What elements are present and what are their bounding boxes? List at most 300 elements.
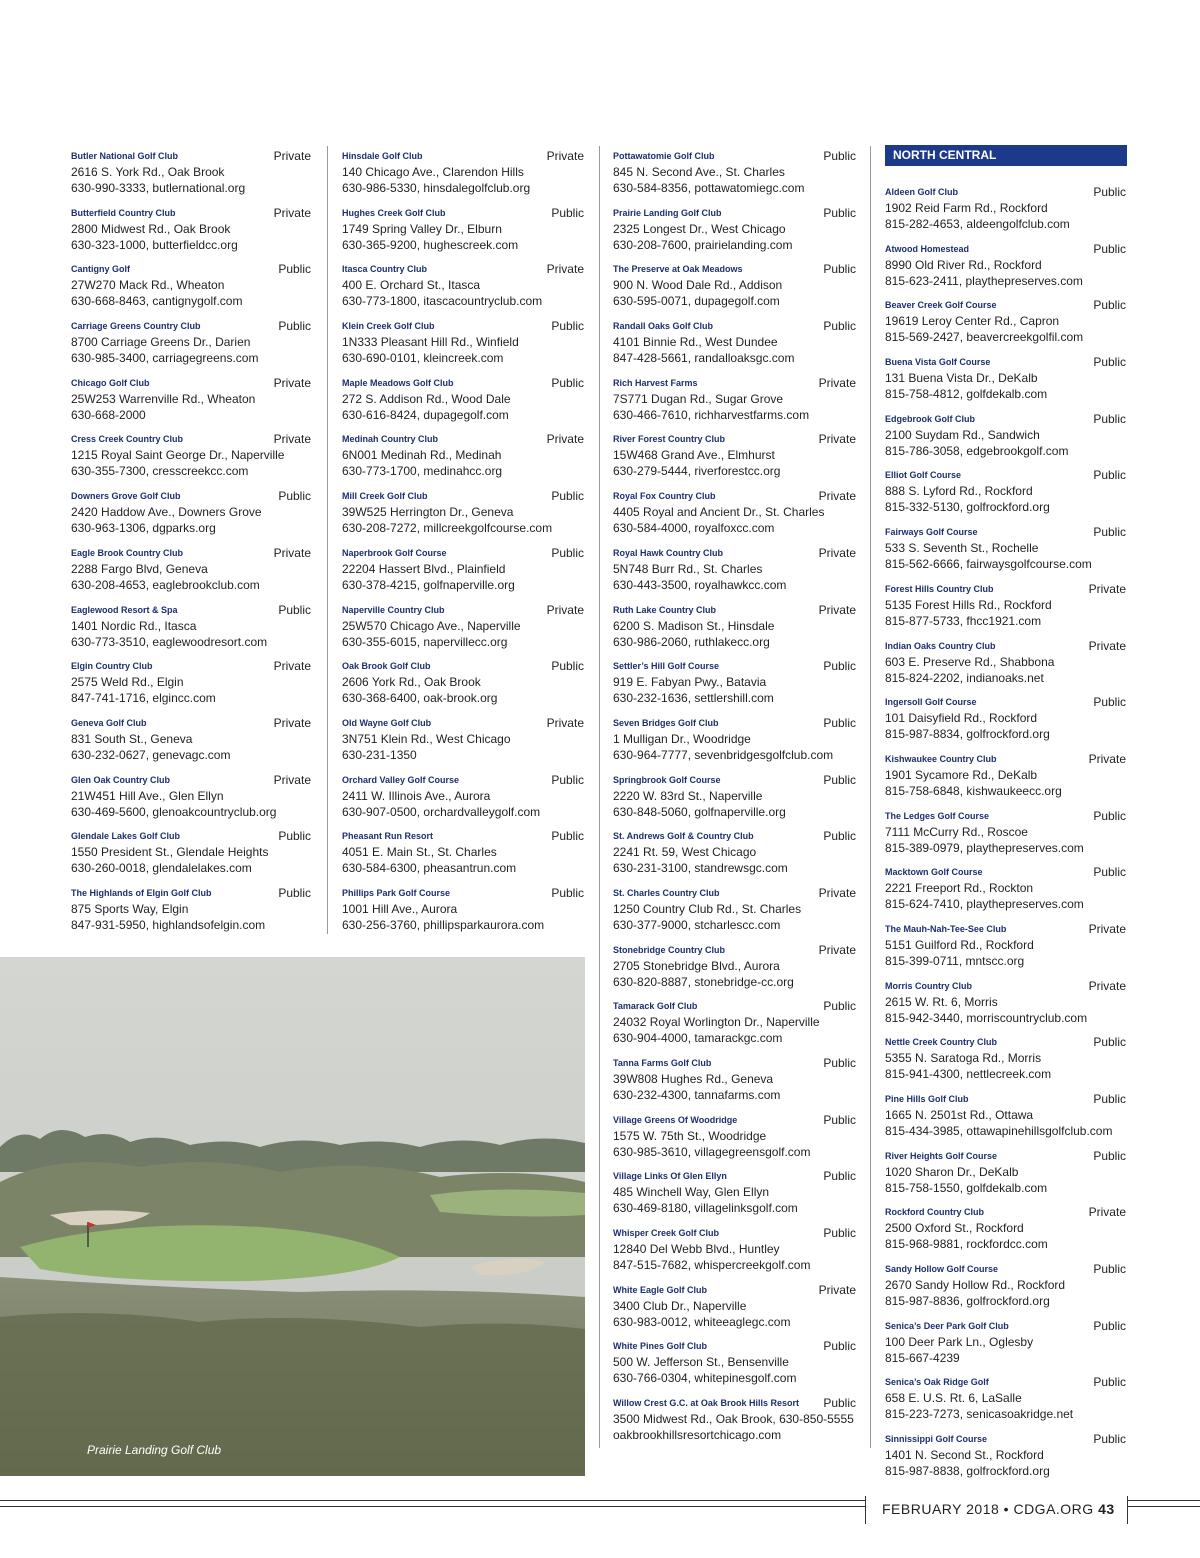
club-name: Sinnissippi Golf Course <box>885 1434 988 1445</box>
club-contact: 847-931-5950, highlandsofelgin.com <box>71 917 266 932</box>
club-name: Cantigny Golf <box>71 264 130 275</box>
club-listing <box>613 486 856 543</box>
club-address: 7S771 Dugan Rd., Sugar Grove <box>613 391 784 406</box>
club-contact: 630-963-1306, dgparks.org <box>71 521 216 536</box>
club-access-type: Public <box>823 1056 856 1070</box>
club-address: 6200 S. Madison St., Hinsdale <box>613 618 775 633</box>
club-contact: 630-904-4000, tamarackgc.com <box>613 1031 783 1046</box>
club-name: Nettle Creek Country Club <box>885 1037 998 1048</box>
club-listing <box>71 373 311 430</box>
club-address: 140 Chicago Ave., Clarendon Hills <box>342 165 524 179</box>
club-listing <box>342 883 584 940</box>
club-name: Elgin Country Club <box>71 661 153 672</box>
club-address: 27W270 Mack Rd., Wheaton <box>71 278 225 293</box>
club-listing <box>885 976 1126 1033</box>
club-name: Forest Hills Country Club <box>885 583 994 594</box>
club-contact: 630-820-8887, stonebridge-cc.org <box>613 974 794 989</box>
club-listing <box>885 749 1126 806</box>
club-listing <box>71 203 311 260</box>
club-address: 1 Mulligan Dr., Woodridge <box>613 731 751 746</box>
club-contact: 630-668-8463, cantignygolf.com <box>71 294 243 309</box>
club-contact: 815-389-0979, playthepreserves.com <box>885 840 1084 855</box>
photo-caption: Prairie Landing Golf Club <box>87 1443 222 1457</box>
club-access-type: Public <box>823 1396 856 1411</box>
club-name: Kishwaukee Country Club <box>885 753 997 764</box>
club-address: 1401 Nordic Rd., Itasca <box>71 618 197 633</box>
club-contact: 630-355-6015, napervillecc.org <box>342 634 508 649</box>
club-listing <box>885 465 1126 522</box>
club-name: Ruth Lake Country Club <box>613 604 716 615</box>
club-address: 4051 E. Main St., St. Charles <box>342 845 497 860</box>
club-listing <box>613 600 856 657</box>
club-contact: 815-877-5733, fhcc1921.com <box>885 613 1042 628</box>
club-name: Rockford Country Club <box>885 1207 984 1218</box>
club-address: 2615 W. Rt. 6, Morris <box>885 994 998 1009</box>
club-contact: 630-469-5600, glenoakcountryclub.org <box>71 804 277 819</box>
club-listing <box>71 883 311 940</box>
club-name: Ingersoll Golf Course <box>885 697 977 708</box>
club-access-type: Public <box>823 1339 856 1354</box>
club-listing <box>71 486 311 543</box>
club-address: 5151 Guilford Rd., Rockford <box>885 937 1034 952</box>
club-name: Geneva Golf Club <box>71 717 147 728</box>
club-contact: 630-279-5444, riverforestcc.org <box>613 464 781 479</box>
club-access-type: Private <box>818 375 856 390</box>
club-contact: 630-232-1636, settlershill.com <box>613 691 774 706</box>
club-access-type: Private <box>1088 978 1126 993</box>
club-listing <box>885 1146 1126 1203</box>
club-access-type: Public <box>823 772 856 787</box>
club-access-type: Private <box>273 149 311 163</box>
club-listing <box>342 146 584 203</box>
club-address: 25W253 Warrenville Rd., Wheaton <box>71 391 256 406</box>
club-listing <box>885 1372 1126 1429</box>
club-contact: 630-466-7610, richharvestfarms.com <box>613 407 810 422</box>
club-listing <box>613 1393 856 1450</box>
club-name: White Pines Golf Club <box>613 1341 707 1352</box>
club-name: Oak Brook Golf Club <box>342 661 431 672</box>
club-access-type: Private <box>818 942 856 957</box>
club-contact: 815-987-8838, golfrockford.org <box>885 1464 1050 1479</box>
club-contact: 630-983-0012, whiteeaglegc.com <box>613 1314 791 1329</box>
club-name: Beaver Creek Golf Course <box>885 300 997 311</box>
club-listing <box>613 1166 856 1223</box>
club-contact: 815-332-5130, golfrockford.org <box>885 500 1050 515</box>
club-contact: 630-773-1700, medinahcc.org <box>342 464 503 479</box>
club-listing <box>342 770 584 827</box>
club-access-type: Private <box>818 432 856 447</box>
club-access-type: Public <box>1093 1148 1126 1163</box>
club-contact: 815-758-6848, kishwaukeecc.org <box>885 783 1062 798</box>
club-listing <box>613 373 856 430</box>
club-listing <box>613 1110 856 1167</box>
club-access-type: Public <box>1093 695 1126 710</box>
club-listing <box>613 996 856 1053</box>
club-access-type: Public <box>278 319 311 334</box>
club-access-type: Public <box>1093 1262 1126 1277</box>
club-listing <box>885 636 1126 693</box>
club-name: Rich Harvest Farms <box>613 377 698 388</box>
club-access-type: Public <box>823 1112 856 1127</box>
club-contact: 815-941-4300, nettlecreek.com <box>885 1067 1052 1082</box>
club-access-type: Private <box>273 432 311 447</box>
footer-rule <box>0 1500 865 1501</box>
club-listing <box>885 862 1126 919</box>
club-name: Hughes Creek Golf Club <box>342 207 446 218</box>
club-listing <box>613 713 856 770</box>
club-list-column-2 <box>342 146 584 940</box>
club-name: The Mauh-Nah-Tee-See Club <box>885 923 1007 934</box>
club-access-type: Public <box>278 885 311 900</box>
club-name: Sandy Hollow Golf Course <box>885 1264 999 1275</box>
club-address: 2575 Weld Rd., Elgin <box>71 675 184 690</box>
club-listing <box>342 316 584 373</box>
club-listing <box>71 146 311 203</box>
club-listing <box>885 409 1126 466</box>
club-listing <box>613 1053 856 1110</box>
club-access-type: Public <box>1093 1432 1126 1447</box>
club-access-type: Private <box>546 262 584 277</box>
club-access-type: Public <box>278 262 311 277</box>
club-contact: 815-562-6666, fairwaysgolfcourse.com <box>885 557 1092 572</box>
club-name: Hinsdale Golf Club <box>342 151 423 161</box>
club-access-type: Private <box>546 602 584 617</box>
club-name: Mill Creek Golf Club <box>342 491 428 502</box>
club-contact: 630-766-0304, whitepinesgolf.com <box>613 1371 797 1386</box>
club-name: Prairie Landing Golf Club <box>613 207 722 218</box>
club-address: 1901 Sycamore Rd., DeKalb <box>885 767 1038 782</box>
club-address: 5135 Forest Hills Rd., Rockford <box>885 597 1052 612</box>
club-address: 500 W. Jefferson St., Bensenville <box>613 1355 789 1370</box>
club-contact: 815-824-2202, indianoaks.net <box>885 670 1044 685</box>
club-address: 2670 Sandy Hollow Rd., Rockford <box>885 1278 1066 1293</box>
club-contact: 630-773-3510, eaglewoodresort.com <box>71 634 268 649</box>
club-address: 131 Buena Vista Dr., DeKalb <box>885 371 1038 386</box>
footer-rule <box>1127 1500 1200 1501</box>
club-listing <box>613 770 856 827</box>
club-listing <box>342 713 584 770</box>
club-access-type: Private <box>273 772 311 787</box>
club-contact: 630-848-5060, golfnaperville.org <box>613 804 786 819</box>
club-name: Royal Hawk Country Club <box>613 547 724 558</box>
club-access-type: Private <box>273 375 311 390</box>
club-listing <box>71 600 311 657</box>
club-contact: 630-368-6400, oak-brook.org <box>342 691 498 706</box>
club-name: Klein Creek Golf Club <box>342 321 435 332</box>
club-contact: 630-443-3500, royalhawkcc.com <box>613 577 787 592</box>
club-contact: 630-256-3760, phillipsparkaurora.com <box>342 917 545 932</box>
club-contact: 847-428-5661, randalloaksgc.com <box>613 351 795 366</box>
club-listing <box>71 770 311 827</box>
club-access-type: Private <box>818 1282 856 1297</box>
club-address: 2220 W. 83rd St., Naperville <box>613 788 763 803</box>
club-address: 7111 McCurry Rd., Roscoe <box>885 824 1028 839</box>
club-address: 485 Winchell Way, Glen Ellyn <box>613 1185 770 1200</box>
club-listing <box>885 806 1126 863</box>
club-address: 2500 Oxford St., Rockford <box>885 1221 1024 1236</box>
club-address: 24032 Royal Worlington Dr., Naperville <box>613 1015 820 1030</box>
club-access-type: Private <box>273 545 311 560</box>
club-contact: 630-616-8424, dupagegolf.com <box>342 407 509 422</box>
club-address: 400 E. Orchard St., Itasca <box>342 278 481 293</box>
club-contact: 815-758-1550, golfdekalb.com <box>885 1180 1048 1195</box>
club-address: 533 S. Seventh St., Rochelle <box>885 541 1039 556</box>
club-listing <box>71 543 311 600</box>
club-name: Indian Oaks Country Club <box>885 640 996 651</box>
club-address: 5N748 Burr Rd., St. Charles <box>613 561 763 576</box>
club-name: Butler National Golf Club <box>71 151 178 161</box>
club-contact: oakbrookhillsresortchicago.com <box>613 1428 782 1443</box>
club-access-type: Public <box>278 602 311 617</box>
club-name: Tamarack Golf Club <box>613 1001 698 1012</box>
club-contact: 630-985-3400, carriagegreens.com <box>71 351 259 366</box>
club-listing <box>342 543 584 600</box>
club-access-type: Public <box>1093 865 1126 880</box>
club-contact: 630-208-7600, prairielanding.com <box>613 237 793 252</box>
club-access-type: Public <box>823 659 856 674</box>
club-listing <box>885 1259 1126 1316</box>
club-address: 1215 Royal Saint George Dr., Naperville <box>71 448 285 463</box>
club-address: 2100 Suydam Rd., Sandwich <box>885 427 1040 442</box>
club-listing <box>71 713 311 770</box>
club-name: St. Charles Country Club <box>613 887 720 898</box>
club-address: 4405 Royal and Ancient Dr., St. Charles <box>613 505 825 520</box>
club-name: Village Links Of Glen Ellyn <box>613 1171 727 1182</box>
club-address: 21W451 Hill Ave., Glen Ellyn <box>71 788 224 803</box>
club-contact: 630-690-0101, kleincreek.com <box>342 351 504 366</box>
club-name: Stonebridge Country Club <box>613 944 725 955</box>
club-address: 2288 Fargo Blvd, Geneva <box>71 561 208 576</box>
club-address: 272 S. Addison Rd., Wood Dale <box>342 391 511 406</box>
club-access-type: Private <box>273 659 311 674</box>
club-listing <box>885 1429 1126 1486</box>
club-address: 19619 Leroy Center Rd., Capron <box>885 314 1060 329</box>
club-address: 12840 Del Webb Blvd., Huntley <box>613 1242 780 1257</box>
footer-rule <box>1127 1506 1200 1507</box>
club-name: Whisper Creek Golf Club <box>613 1228 720 1239</box>
club-address: 2411 W. Illinois Ave., Aurora <box>342 788 491 803</box>
club-name: White Eagle Golf Club <box>613 1284 707 1295</box>
club-access-type: Private <box>273 715 311 730</box>
club-listing <box>613 1223 856 1280</box>
club-contact: 630-231-1350 <box>342 747 417 762</box>
club-address: 22204 Hassert Blvd., Plainfield <box>342 561 506 576</box>
club-access-type: Public <box>551 489 584 504</box>
club-listing <box>342 259 584 316</box>
footer-issue: FEBRUARY 2018 <box>882 1501 1000 1517</box>
club-access-type: Private <box>818 602 856 617</box>
club-address: 100 Deer Park Ln., Oglesby <box>885 1334 1034 1349</box>
club-address: 2705 Stonebridge Blvd., Aurora <box>613 958 780 973</box>
club-name: Atwood Homestead <box>885 243 970 254</box>
club-contact: 630-986-2060, ruthlakecc.org <box>613 634 770 649</box>
club-listing <box>885 295 1126 352</box>
club-name: Fairways Golf Course <box>885 527 978 538</box>
club-name: Glendale Lakes Golf Club <box>71 831 181 842</box>
club-access-type: Public <box>551 319 584 334</box>
club-contact: 815-786-3058, edgebrookgolf.com <box>885 443 1069 458</box>
club-name: Elliot Golf Course <box>885 470 962 481</box>
footer-rule <box>0 1506 865 1507</box>
club-access-type: Public <box>823 205 856 220</box>
club-contact: 630-378-4215, golfnaperville.org <box>342 577 515 592</box>
club-access-type: Public <box>551 659 584 674</box>
club-name: Macktown Golf Course <box>885 867 983 878</box>
club-contact: 815-624-7410, playthepreserves.com <box>885 897 1084 912</box>
club-contact: 815-987-8834, golfrockford.org <box>885 727 1050 742</box>
club-name: Senica’s Oak Ridge Golf <box>885 1377 989 1388</box>
club-listing <box>885 522 1126 579</box>
club-access-type: Private <box>273 205 311 220</box>
club-name: River Forest Country Club <box>613 434 726 445</box>
club-access-type: Private <box>818 545 856 560</box>
club-access-type: Private <box>1088 581 1126 596</box>
club-contact: 815-569-2427, beavercreekgolfil.com <box>885 330 1084 345</box>
club-contact: 815-758-4812, golfdekalb.com <box>885 387 1048 402</box>
club-address: 8700 Carriage Greens Dr., Darien <box>71 335 251 350</box>
club-address: 831 South St., Geneva <box>71 731 193 746</box>
club-listing <box>885 1089 1126 1146</box>
club-address: 658 E. U.S. Rt. 6, LaSalle <box>885 1391 1022 1406</box>
club-listing <box>613 259 856 316</box>
club-contact: 815-667-4239 <box>885 1350 960 1365</box>
club-address: 2800 Midwest Rd., Oak Brook <box>71 221 231 236</box>
footer-separator: • <box>1003 1501 1010 1517</box>
club-name: River Heights Golf Course <box>885 1150 998 1161</box>
club-contact: 815-623-2411, playthepreserves.com <box>885 273 1083 288</box>
golf-course-illustration <box>0 957 585 1476</box>
club-address: 101 Daisyfield Rd., Rockford <box>885 711 1038 726</box>
club-listing <box>885 579 1126 636</box>
club-name: Butterfield Country Club <box>71 207 176 218</box>
club-address: 2241 Rt. 59, West Chicago <box>613 845 757 860</box>
club-address: 1902 Reid Farm Rd., Rockford <box>885 201 1048 215</box>
club-access-type: Public <box>823 715 856 730</box>
club-listing <box>342 373 584 430</box>
club-contact: 630-773-1800, itascacountryclub.com <box>342 294 543 309</box>
club-access-type: Private <box>818 885 856 900</box>
club-access-type: Public <box>1093 525 1126 540</box>
club-access-type: Public <box>823 1226 856 1241</box>
club-access-type: Public <box>551 829 584 844</box>
club-access-type: Public <box>551 375 584 390</box>
club-name: Chicago Golf Club <box>71 377 150 388</box>
club-contact: 630-260-0018, glendalelakes.com <box>71 861 252 876</box>
club-listing <box>885 1202 1126 1259</box>
club-address: 3400 Club Dr., Naperville <box>613 1298 747 1313</box>
footer-divider <box>865 1496 866 1524</box>
club-address: 1250 Country Club Rd., St. Charles <box>613 901 802 916</box>
club-listing <box>613 316 856 373</box>
club-list-column-3 <box>613 146 856 1450</box>
club-name: Phillips Park Golf Course <box>342 887 451 898</box>
club-contact: 630-985-3610, villagegreensgolf.com <box>613 1144 811 1159</box>
club-contact: 815-282-4653, aldeengolfclub.com <box>885 217 1070 231</box>
club-access-type: Public <box>278 829 311 844</box>
club-address: 845 N. Second Ave., St. Charles <box>613 165 785 179</box>
club-contact: 630-469-8180, villagelinksgolf.com <box>613 1201 798 1216</box>
club-listing <box>885 1316 1126 1373</box>
club-access-type: Public <box>551 772 584 787</box>
club-listing <box>342 203 584 260</box>
club-access-type: Public <box>1093 355 1126 370</box>
club-access-type: Public <box>823 1169 856 1184</box>
club-name: Settler’s Hill Golf Course <box>613 661 720 672</box>
club-address: 5355 N. Saratoga Rd., Morris <box>885 1051 1042 1066</box>
club-address: 900 N. Wood Dale Rd., Addison <box>613 278 783 293</box>
club-address: 3N751 Klein Rd., West Chicago <box>342 731 511 746</box>
club-contact: 815-987-8836, golfrockford.org <box>885 1294 1050 1309</box>
club-contact: 630-986-5330, hinsdalegolfclub.org <box>342 181 531 195</box>
club-access-type: Public <box>1093 411 1126 426</box>
club-name: Randall Oaks Golf Club <box>613 321 714 332</box>
club-contact: 630-231-3100, standrewsgc.com <box>613 861 788 876</box>
club-name: Pine Hills Golf Club <box>885 1094 969 1104</box>
club-name: Maple Meadows Golf Club <box>342 377 454 388</box>
club-listing <box>342 600 584 657</box>
club-contact: 630-584-4000, royalfoxcc.com <box>613 521 775 536</box>
column-divider <box>870 146 871 1448</box>
club-address: 919 E. Fabyan Pwy., Batavia <box>613 675 767 690</box>
club-address: 1020 Sharon Dr., DeKalb <box>885 1164 1019 1179</box>
club-contact: 630-323-1000, butterfieldcc.org <box>71 237 238 252</box>
club-access-type: Private <box>818 489 856 504</box>
club-listing <box>613 1280 856 1337</box>
club-name: Tanna Farms Golf Club <box>613 1058 712 1068</box>
club-access-type: Private <box>1088 921 1126 936</box>
club-access-type: Public <box>1093 808 1126 823</box>
club-address: 1001 Hill Ave., Aurora <box>342 901 458 916</box>
club-address: 3500 Midwest Rd., Oak Brook, 630-850-5555 <box>613 1412 854 1427</box>
club-access-type: Public <box>1093 298 1126 313</box>
club-name: Eaglewood Resort & Spa <box>71 604 178 615</box>
club-access-type: Public <box>278 489 311 504</box>
club-access-type: Private <box>546 715 584 730</box>
club-name: St. Andrews Golf & Country Club <box>613 831 754 842</box>
club-name: Downers Grove Golf Club <box>71 491 181 502</box>
club-address: 2325 Longest Dr., West Chicago <box>613 221 786 236</box>
club-address: 39W525 Herrington Dr., Geneva <box>342 505 514 520</box>
club-access-type: Public <box>1093 185 1126 199</box>
club-access-type: Public <box>823 149 856 163</box>
club-contact: 815-399-0711, mntscc.org <box>885 953 1025 968</box>
club-listing <box>885 692 1126 749</box>
club-contact: 815-223-7273, senicasoakridge.net <box>885 1407 1074 1422</box>
footer-site: CDGA.ORG <box>1013 1501 1094 1517</box>
club-address: 603 E. Preserve Rd., Shabbona <box>885 654 1055 669</box>
club-name: Glen Oak Country Club <box>71 774 171 785</box>
club-listing <box>613 203 856 260</box>
club-contact: 630-584-8356, pottawatomiegc.com <box>613 181 805 195</box>
club-name: Eagle Brook Country Club <box>71 547 184 558</box>
club-access-type: Public <box>551 885 584 900</box>
club-access-type: Public <box>1093 1375 1126 1390</box>
club-name: Royal Fox Country Club <box>613 491 716 502</box>
club-contact: 815-434-3985, ottawapinehillsgolfclub.com <box>885 1124 1113 1138</box>
club-listing <box>71 259 311 316</box>
club-address: 2616 S. York Rd., Oak Brook <box>71 165 225 179</box>
club-address: 1N333 Pleasant Hill Rd., Winfield <box>342 335 519 350</box>
club-name: Orchard Valley Golf Course <box>342 774 460 785</box>
club-listing <box>613 656 856 713</box>
club-contact: 630-907-0500, orchardvalleygolf.com <box>342 804 541 819</box>
club-listing <box>342 656 584 713</box>
club-access-type: Public <box>551 205 584 220</box>
column-divider <box>327 146 328 934</box>
club-contact: 815-968-9881, rockfordcc.com <box>885 1237 1048 1252</box>
club-address: 1749 Spring Valley Dr., Elburn <box>342 221 502 236</box>
club-name: Village Greens Of Woodridge <box>613 1114 738 1125</box>
